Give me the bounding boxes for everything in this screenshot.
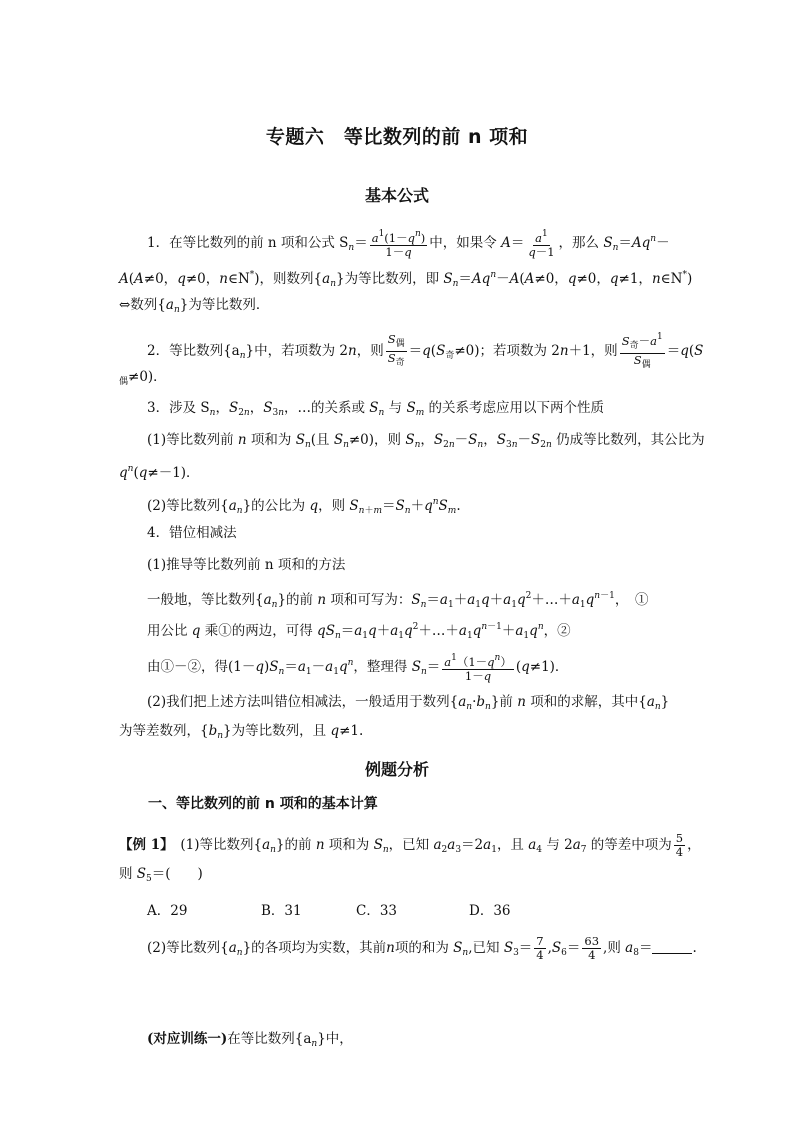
- subsection-heading-basic-calc: 一、等比数列的前 n 项和的基本计算: [148, 796, 378, 812]
- item-4-line-5: (2)我们把上述方法叫错位相减法，一般适用于数列$\{a_n\cdot b_n\}$前 n 项和的求解，其中$\{a_n\}$: [147, 694, 670, 712]
- item-1-line-1: 1．在等比数列的前 n 项和公式 $S_n=$ $\frac{a^1(1-q^n)}{1-q}$ 中，如果令 A＝ $\frac{a^1}{q-1}$ ，那么 $S_n=Aq^n-$: [147, 229, 670, 259]
- item-2-line-1: 2．等比数列$\{a_n\}$中，若项数为 2n，则 $\frac{S_偶}{S_奇}$ $=q(S_奇\ne 0)$；若项数为 2n＋1，则 $\frac{S_奇-a^1}{S_偶}$ ＝q(S: [147, 332, 704, 370]
- example-1-line-1: 【例 1】 (1)等比数列$\{a_n\}$的前 n 项和为 $S_n$，已知 $a_2a_3=2a_1$，且 $a_4$ 与 $2a_7$ 的等差中项为 $\frac{5}{4}$ ，: [119, 831, 701, 859]
- option-c: C．33: [356, 903, 398, 919]
- item-4-line-1: (1)推导等比数列前 n 项和的方法: [147, 557, 346, 573]
- item-3-line-1: 3．涉及 $S_n$，$S_{2n}$，$S_{3n}$，…的关系或 $S_n$ 与 $S_m$ 的关系考虑应用以下两个性质: [147, 400, 605, 418]
- item-1-line-2: A(A≠0，q≠0，n∈N*)，则数列$\{a_n\}$为等比数列，即 $S_n=Aq^n-A(A\ne 0$，q≠0，q≠1，n∈N*): [119, 270, 693, 289]
- answer-blank: [652, 941, 692, 954]
- page-title: 专题六 等比数列的前 n 项和: [265, 126, 529, 148]
- item-4-line-6: 为等差数列，$\{b_n\}$为等比数列，且 q≠1.: [119, 723, 364, 741]
- item-3-line-2: (1)等比数列前 n 项和为 $S_n$(且 $S_n\ne 0$)，则 $S_n$，$S_{2n}-S_n$，$S_{3n}-S_{2n}$ 仍成等比数列，其公比为: [147, 432, 705, 450]
- item-2-line-2: $_偶$≠0)．: [119, 369, 167, 387]
- option-d: D．36: [469, 903, 511, 919]
- item-4-line-4: 由①－②，得$(1-q)S_n=a_1-a_1q^n$，整理得 $S_n=$ $\frac{a^1(1-q^n)}{1-q}$ (q≠1)．: [147, 653, 569, 683]
- option-b: B．31: [261, 903, 302, 919]
- practice-line: (对应训练一)在等比数列$\{a_n\}$中，: [147, 1031, 353, 1049]
- item-4-heading: 4．错位相减法: [147, 525, 237, 541]
- item-4-line-3: 用公比 q 乘①的两边，可得 $qS_n=a_1q+a_1q^2+\dots+a_1q^{n-1}+a_1q^n$，②: [147, 622, 571, 641]
- item-4-line-2: 一般地，等比数列$\{a_n\}$的前 n 项和可写为：$S_n=a_1+a_1q+a_1q^2+\dots+a_1q^{n-1}$， ①: [147, 591, 649, 610]
- item-1-line-3: ⇔数列$\{a_n\}$为等比数列．: [119, 297, 270, 315]
- item-3-line-3: $q^n(q\ne-1)$．: [119, 464, 200, 481]
- section-heading-basic-formulas: 基本公式: [364, 186, 429, 205]
- option-a: A．29: [147, 903, 188, 919]
- example-1-line-2: 则 $S_5=$( ): [119, 866, 203, 884]
- item-3-line-4: (2)等比数列$\{a_n\}$的公比为 q，则 $S_{n+m}=S_n+q^nS_m$.: [147, 497, 461, 516]
- example-1-part-2: (2)等比数列$\{a_n\}$的各项均为实数，其前n项的和为 $S_n$,已知 $S_3=$ $\frac{7}{4}$ $,S_6=$ $\frac{63}{4}$ ,则 $a_8=$ .: [147, 934, 697, 962]
- section-heading-examples: 例题分析: [364, 760, 429, 779]
